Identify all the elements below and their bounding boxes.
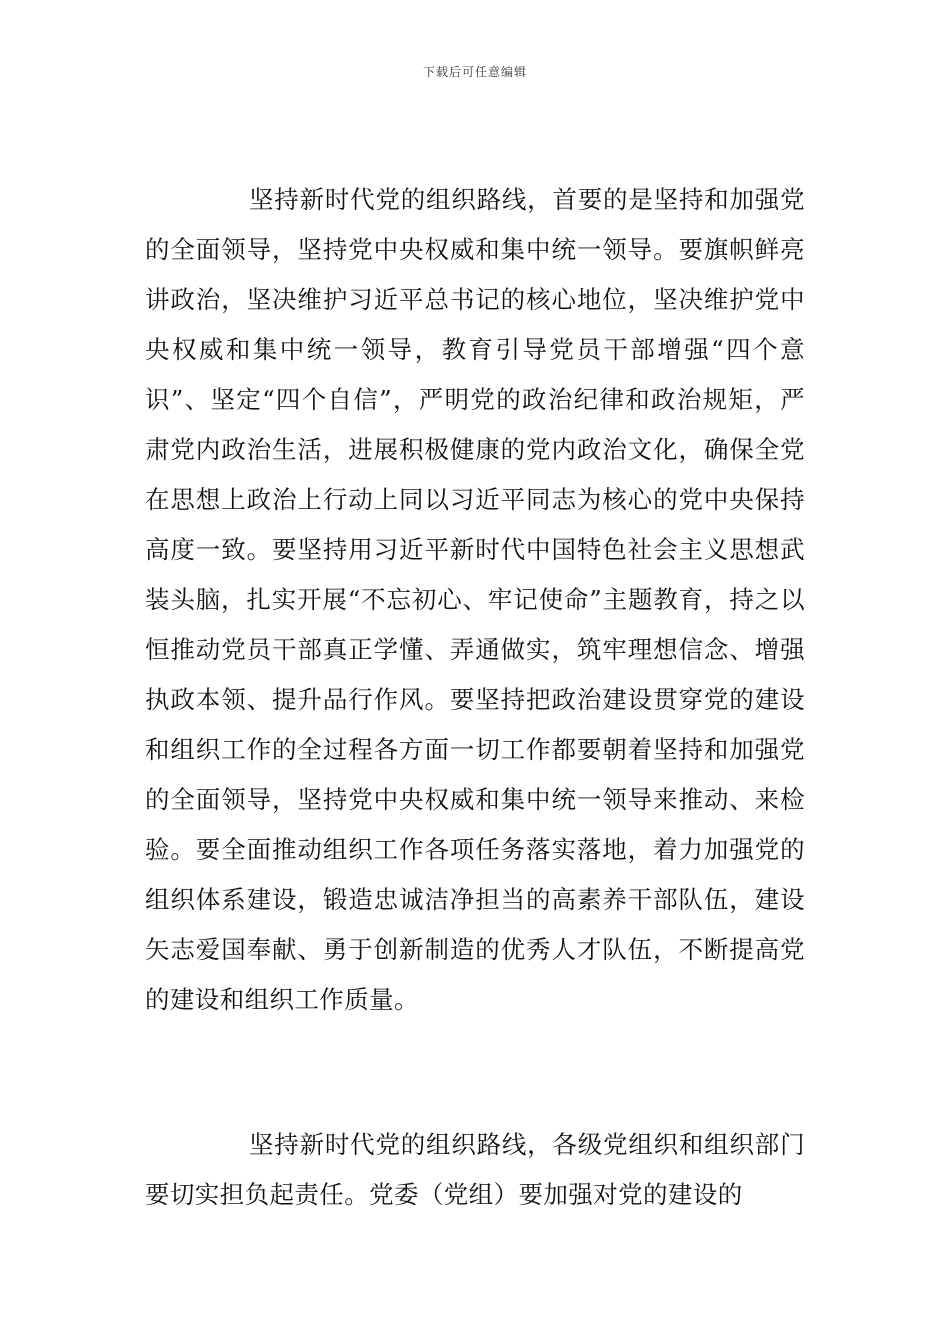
page-header: 下载后可任意编辑	[422, 65, 527, 79]
paragraph-2: 坚持新时代党的组织路线，各级党组织和组织部门要切实担负起责任。党委（党组）要加强对党的建设的	[145, 1130, 805, 1209]
paragraph-1: 坚持新时代党的组织路线，首要的是坚持和加强党的全面领导，坚持党中央权威和集中统一领导。要旗帜鲜亮讲政治，坚决维护习近平总书记的核心地位，坚决维护党中央权威和集中统一领导，教育引导党员干部增强“四个意识”、坚定“四个自信”，严明党的政治纪律和政治规矩，严肃党内政治生活，进展积极健康的党内政治文化，确保全党在思想上政治上行动上同以习近平同志为核心的党中央保持高度一致。要坚持用习近平新时代中国特色社会主义思想武装头脑，扎实开展“不忘初心、牢记使命”主题教育，持之以恒推动党员干部真正学懂、弄通做实，筑牢理想信念、增强执政本领、提升品行作风。要坚持把政治建设贯穿党的建设和组织工作的全过程各方面一切工作都要朝着坚持和加强党的全面领导，坚持党中央权威和集中统一领导来推动、来检验。要全面推动组织工作各项任务落实落地，着力加强党的组织体系建设，锻造忠诚洁净担当的高素养干部队伍，建设矢志爱国奉献、勇于创新制造的优秀人才队伍，不断提高党的建设和组织工作质量。	[145, 185, 805, 1014]
